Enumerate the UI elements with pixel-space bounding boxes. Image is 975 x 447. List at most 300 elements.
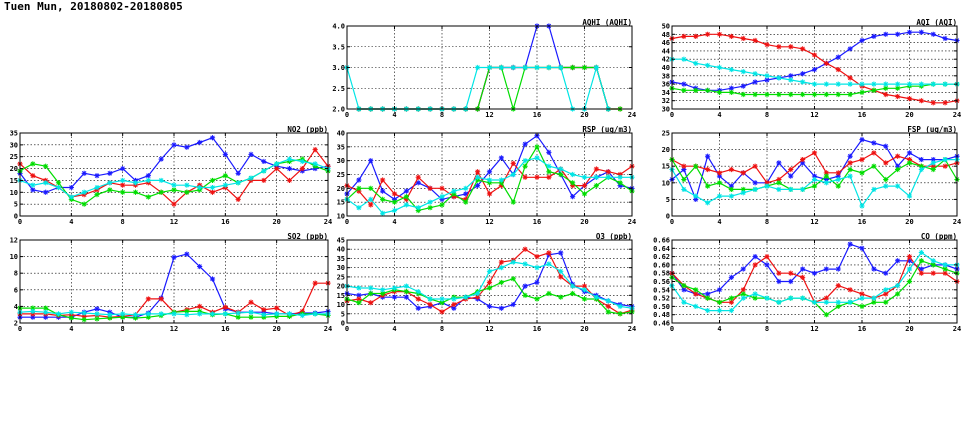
data-point xyxy=(236,197,241,202)
data-point xyxy=(404,194,409,199)
data-point xyxy=(82,171,87,176)
data-point xyxy=(753,254,758,259)
data-point xyxy=(236,180,241,185)
data-point xyxy=(741,266,746,271)
data-point xyxy=(546,169,551,174)
x-tick-label: 0 xyxy=(17,218,23,226)
data-point xyxy=(56,185,61,190)
y-tick-label: 32 xyxy=(661,97,670,106)
data-point xyxy=(582,65,587,70)
data-point xyxy=(812,177,817,182)
series-1 xyxy=(17,147,330,207)
data-point xyxy=(800,187,805,192)
data-point xyxy=(392,295,397,300)
data-point xyxy=(546,150,551,155)
data-point xyxy=(919,30,924,35)
chart-fsp xyxy=(645,127,965,226)
data-point xyxy=(753,164,758,169)
data-point xyxy=(82,310,87,315)
data-point xyxy=(313,147,318,152)
data-point xyxy=(499,155,504,160)
x-tick-label: 20 xyxy=(905,325,914,333)
data-point xyxy=(681,164,686,169)
data-point xyxy=(558,295,563,300)
y-tick-label: 25 xyxy=(336,273,345,282)
data-point xyxy=(499,265,504,270)
data-point xyxy=(499,260,504,265)
data-point xyxy=(380,177,385,182)
data-point xyxy=(570,180,575,185)
data-point xyxy=(534,65,539,70)
data-point xyxy=(582,191,587,196)
chart-so2 xyxy=(0,232,333,333)
x-tick-label: 0 xyxy=(344,325,350,333)
y-tick-label: 10 xyxy=(336,212,345,221)
data-point xyxy=(705,63,710,68)
data-point xyxy=(943,164,948,169)
data-point xyxy=(859,203,864,208)
data-point xyxy=(171,202,176,207)
y-tick-label: 15 xyxy=(661,162,670,171)
data-point xyxy=(705,308,710,313)
data-point xyxy=(848,167,853,172)
data-point xyxy=(705,296,710,301)
data-point xyxy=(594,65,599,70)
y-tick-label: 2 xyxy=(13,319,18,328)
data-point xyxy=(618,304,623,309)
series-line xyxy=(359,68,620,110)
data-point xyxy=(907,82,912,87)
data-point xyxy=(800,92,805,97)
data-point xyxy=(606,298,611,303)
data-point xyxy=(859,246,864,251)
data-point xyxy=(764,184,769,189)
data-point xyxy=(439,309,444,314)
data-point xyxy=(534,155,539,160)
data-point xyxy=(776,300,781,305)
x-tick-label: 0 xyxy=(669,111,675,119)
data-point xyxy=(210,311,215,316)
x-tick-label: 4 xyxy=(392,325,397,333)
data-point xyxy=(197,140,202,145)
y-tick-label: 36 xyxy=(661,80,670,89)
data-point xyxy=(487,191,492,196)
data-point xyxy=(69,185,74,190)
x-tick-label: 8 xyxy=(439,325,445,333)
x-tick-label: 12 xyxy=(169,218,179,226)
data-point xyxy=(836,92,841,97)
data-point xyxy=(753,291,758,296)
y-tick-label: 30 xyxy=(661,105,670,114)
data-point xyxy=(895,32,900,37)
data-point xyxy=(943,100,948,105)
y-tick-label: 0.50 xyxy=(653,302,670,311)
data-point xyxy=(800,71,805,76)
x-tick-label: 12 xyxy=(810,218,819,226)
y-tick-label: 6 xyxy=(13,286,18,295)
x-tick-label: 16 xyxy=(857,325,867,333)
data-point xyxy=(171,187,176,192)
data-point xyxy=(895,167,900,172)
data-point xyxy=(120,311,125,316)
y-tick-label: 38 xyxy=(661,72,670,81)
series-line xyxy=(359,68,620,110)
data-point xyxy=(107,180,112,185)
y-tick-label: 34 xyxy=(661,88,670,97)
y-tick-label: 50 xyxy=(661,22,670,31)
data-point xyxy=(836,177,841,182)
data-point xyxy=(487,269,492,274)
data-point xyxy=(368,158,373,163)
data-point xyxy=(741,190,746,195)
data-point xyxy=(475,291,480,296)
data-point xyxy=(313,281,318,286)
data-point xyxy=(261,168,266,173)
data-point xyxy=(871,266,876,271)
data-point xyxy=(120,190,125,195)
data-point xyxy=(499,306,504,311)
data-point xyxy=(43,190,48,195)
data-point xyxy=(261,178,266,183)
data-point xyxy=(836,283,841,288)
data-point xyxy=(788,77,793,82)
data-point xyxy=(848,287,853,292)
data-point xyxy=(907,150,912,155)
data-point xyxy=(859,137,864,142)
data-point xyxy=(392,208,397,213)
x-tick-label: 24 xyxy=(952,111,962,119)
data-point xyxy=(776,279,781,284)
data-point xyxy=(895,184,900,189)
x-tick-label: 24 xyxy=(627,111,637,119)
data-point xyxy=(94,311,99,316)
data-point xyxy=(776,271,781,276)
data-point xyxy=(356,186,361,191)
data-point xyxy=(717,65,722,70)
data-point xyxy=(717,170,722,175)
data-point xyxy=(824,92,829,97)
data-point xyxy=(618,175,623,180)
data-point xyxy=(223,152,228,157)
y-tick-label: 35 xyxy=(336,254,345,263)
data-point xyxy=(546,250,551,255)
data-point xyxy=(404,189,409,194)
data-point xyxy=(368,291,373,296)
y-tick-label: 35 xyxy=(336,143,345,152)
data-point xyxy=(919,82,924,87)
data-point xyxy=(681,177,686,182)
data-point xyxy=(523,164,528,169)
data-point xyxy=(848,160,853,165)
data-point xyxy=(56,311,61,316)
data-point xyxy=(919,258,924,263)
data-point xyxy=(223,183,228,188)
data-point xyxy=(210,276,215,281)
data-point xyxy=(146,173,151,178)
data-point xyxy=(741,170,746,175)
data-point xyxy=(859,304,864,309)
x-tick-label: 16 xyxy=(221,325,230,333)
y-tick-label: 20 xyxy=(9,165,18,174)
data-point xyxy=(836,266,841,271)
data-point xyxy=(883,287,888,292)
data-point xyxy=(582,175,587,180)
data-point xyxy=(523,65,528,70)
data-point xyxy=(82,317,87,322)
data-point xyxy=(392,200,397,205)
y-tick-label: 25 xyxy=(661,129,670,138)
data-point xyxy=(487,65,492,70)
data-point xyxy=(570,284,575,289)
data-point xyxy=(43,180,48,185)
data-point xyxy=(159,190,164,195)
data-point xyxy=(511,65,516,70)
data-point xyxy=(800,46,805,51)
data-point xyxy=(368,300,373,305)
data-point xyxy=(824,61,829,66)
data-point xyxy=(546,261,551,266)
data-point xyxy=(120,183,125,188)
data-point xyxy=(274,161,279,166)
data-point xyxy=(451,296,456,301)
data-point xyxy=(883,184,888,189)
data-point xyxy=(848,154,853,159)
y-tick-label: 0.64 xyxy=(653,244,670,253)
data-point xyxy=(907,30,912,35)
x-tick-label: 12 xyxy=(169,325,179,333)
x-tick-label: 16 xyxy=(857,218,867,226)
data-point xyxy=(451,189,456,194)
data-point xyxy=(120,178,125,183)
data-point xyxy=(800,79,805,84)
data-point xyxy=(523,175,528,180)
data-point xyxy=(824,266,829,271)
data-point xyxy=(859,157,864,162)
data-point xyxy=(764,262,769,267)
data-point xyxy=(261,307,266,312)
data-point xyxy=(171,183,176,188)
data-point xyxy=(499,177,504,182)
data-point xyxy=(313,311,318,316)
data-point xyxy=(705,167,710,172)
data-point xyxy=(546,175,551,180)
data-point xyxy=(546,291,551,296)
x-tick-label: 24 xyxy=(627,325,637,333)
y-tick-label: 15 xyxy=(336,198,345,207)
data-point xyxy=(107,312,112,317)
data-point xyxy=(223,305,228,310)
data-point xyxy=(693,164,698,169)
data-point xyxy=(30,187,35,192)
data-point xyxy=(919,157,924,162)
data-point xyxy=(210,135,215,140)
x-tick-label: 4 xyxy=(717,111,722,119)
y-tick-label: 30 xyxy=(9,141,18,150)
data-point xyxy=(871,82,876,87)
axes xyxy=(10,237,333,334)
data-point xyxy=(705,32,710,37)
y-tick-label: 10 xyxy=(9,188,18,197)
x-tick-label: 20 xyxy=(272,325,281,333)
y-tick-label: 20 xyxy=(336,184,345,193)
series-3 xyxy=(669,250,959,313)
data-point xyxy=(883,32,888,37)
x-tick-label: 24 xyxy=(627,218,637,226)
data-point xyxy=(210,178,215,183)
data-point xyxy=(439,202,444,207)
data-point xyxy=(764,92,769,97)
data-point xyxy=(428,200,433,205)
data-point xyxy=(836,300,841,305)
data-point xyxy=(511,260,516,265)
data-point xyxy=(848,75,853,80)
data-point xyxy=(919,271,924,276)
data-point xyxy=(717,193,722,198)
data-point xyxy=(261,312,266,317)
x-tick-label: 20 xyxy=(580,111,589,119)
data-point xyxy=(681,88,686,93)
data-point xyxy=(883,271,888,276)
data-point xyxy=(848,242,853,247)
data-point xyxy=(197,185,202,190)
y-tick-label: 0.62 xyxy=(653,253,670,262)
y-tick-label: 20 xyxy=(336,282,345,291)
data-point xyxy=(753,187,758,192)
data-point xyxy=(380,287,385,292)
data-point xyxy=(812,92,817,97)
data-point xyxy=(416,205,421,210)
data-point xyxy=(883,300,888,305)
data-point xyxy=(534,280,539,285)
data-point xyxy=(895,154,900,159)
y-tick-label: 5 xyxy=(13,200,18,209)
data-point xyxy=(69,315,74,320)
data-point xyxy=(30,183,35,188)
series-0 xyxy=(669,137,959,202)
data-point xyxy=(570,65,575,70)
data-point xyxy=(146,296,151,301)
data-point xyxy=(824,82,829,87)
x-tick-label: 0 xyxy=(669,218,675,226)
data-point xyxy=(836,170,841,175)
x-tick-label: 12 xyxy=(810,111,819,119)
data-point xyxy=(416,175,421,180)
data-point xyxy=(558,274,563,279)
data-point xyxy=(943,36,948,41)
data-point xyxy=(693,34,698,39)
y-tick-label: 12 xyxy=(9,236,18,245)
data-point xyxy=(197,311,202,316)
data-point xyxy=(812,150,817,155)
data-point xyxy=(753,262,758,267)
data-point xyxy=(705,88,710,93)
y-tick-label: 4.0 xyxy=(332,22,345,31)
data-point xyxy=(558,65,563,70)
y-tick-label: 0.56 xyxy=(653,278,670,286)
data-point xyxy=(681,187,686,192)
chart-no2 xyxy=(0,125,333,226)
data-point xyxy=(848,174,853,179)
data-point xyxy=(300,166,305,171)
data-point xyxy=(859,38,864,43)
data-point xyxy=(729,296,734,301)
data-point xyxy=(511,276,516,281)
data-point xyxy=(764,254,769,259)
data-point xyxy=(753,71,758,76)
data-point xyxy=(883,92,888,97)
data-point xyxy=(681,82,686,87)
data-point xyxy=(159,178,164,183)
y-tick-label: 5 xyxy=(340,310,345,319)
data-point xyxy=(439,194,444,199)
data-point xyxy=(717,300,722,305)
series-2 xyxy=(669,258,959,317)
x-tick-label: 4 xyxy=(717,325,722,333)
data-point xyxy=(594,295,599,300)
data-point xyxy=(570,194,575,199)
data-point xyxy=(274,166,279,171)
data-point xyxy=(475,65,480,70)
data-point xyxy=(788,296,793,301)
data-point xyxy=(717,32,722,37)
data-point xyxy=(824,300,829,305)
data-point xyxy=(812,271,817,276)
data-point xyxy=(223,311,228,316)
data-point xyxy=(931,100,936,105)
data-point xyxy=(274,305,279,310)
data-point xyxy=(487,280,492,285)
data-point xyxy=(133,312,138,317)
data-point xyxy=(717,180,722,185)
data-point xyxy=(210,190,215,195)
data-point xyxy=(606,175,611,180)
data-point xyxy=(907,160,912,165)
data-point xyxy=(859,296,864,301)
data-point xyxy=(741,296,746,301)
y-tick-label: 10 xyxy=(9,253,18,262)
y-tick-label: 0.58 xyxy=(653,269,670,278)
data-point xyxy=(871,164,876,169)
x-tick-label: 20 xyxy=(905,218,914,226)
data-point xyxy=(741,69,746,74)
data-point xyxy=(380,189,385,194)
x-tick-label: 20 xyxy=(272,218,281,226)
data-point xyxy=(120,166,125,171)
data-point xyxy=(800,266,805,271)
data-point xyxy=(836,55,841,60)
data-point xyxy=(729,275,734,280)
data-point xyxy=(499,65,504,70)
data-point xyxy=(705,154,710,159)
data-point xyxy=(931,258,936,263)
data-point xyxy=(487,304,492,309)
data-point xyxy=(693,61,698,66)
data-point xyxy=(812,300,817,305)
y-tick-label: 0.60 xyxy=(653,261,670,270)
data-point xyxy=(523,284,528,289)
data-point xyxy=(764,296,769,301)
data-point xyxy=(582,296,587,301)
data-point xyxy=(511,200,516,205)
data-point xyxy=(523,247,528,252)
data-point xyxy=(931,82,936,87)
data-point xyxy=(392,285,397,290)
grid xyxy=(347,133,632,216)
data-point xyxy=(800,296,805,301)
x-tick-label: 8 xyxy=(764,218,770,226)
data-point xyxy=(546,164,551,169)
data-point xyxy=(919,98,924,103)
